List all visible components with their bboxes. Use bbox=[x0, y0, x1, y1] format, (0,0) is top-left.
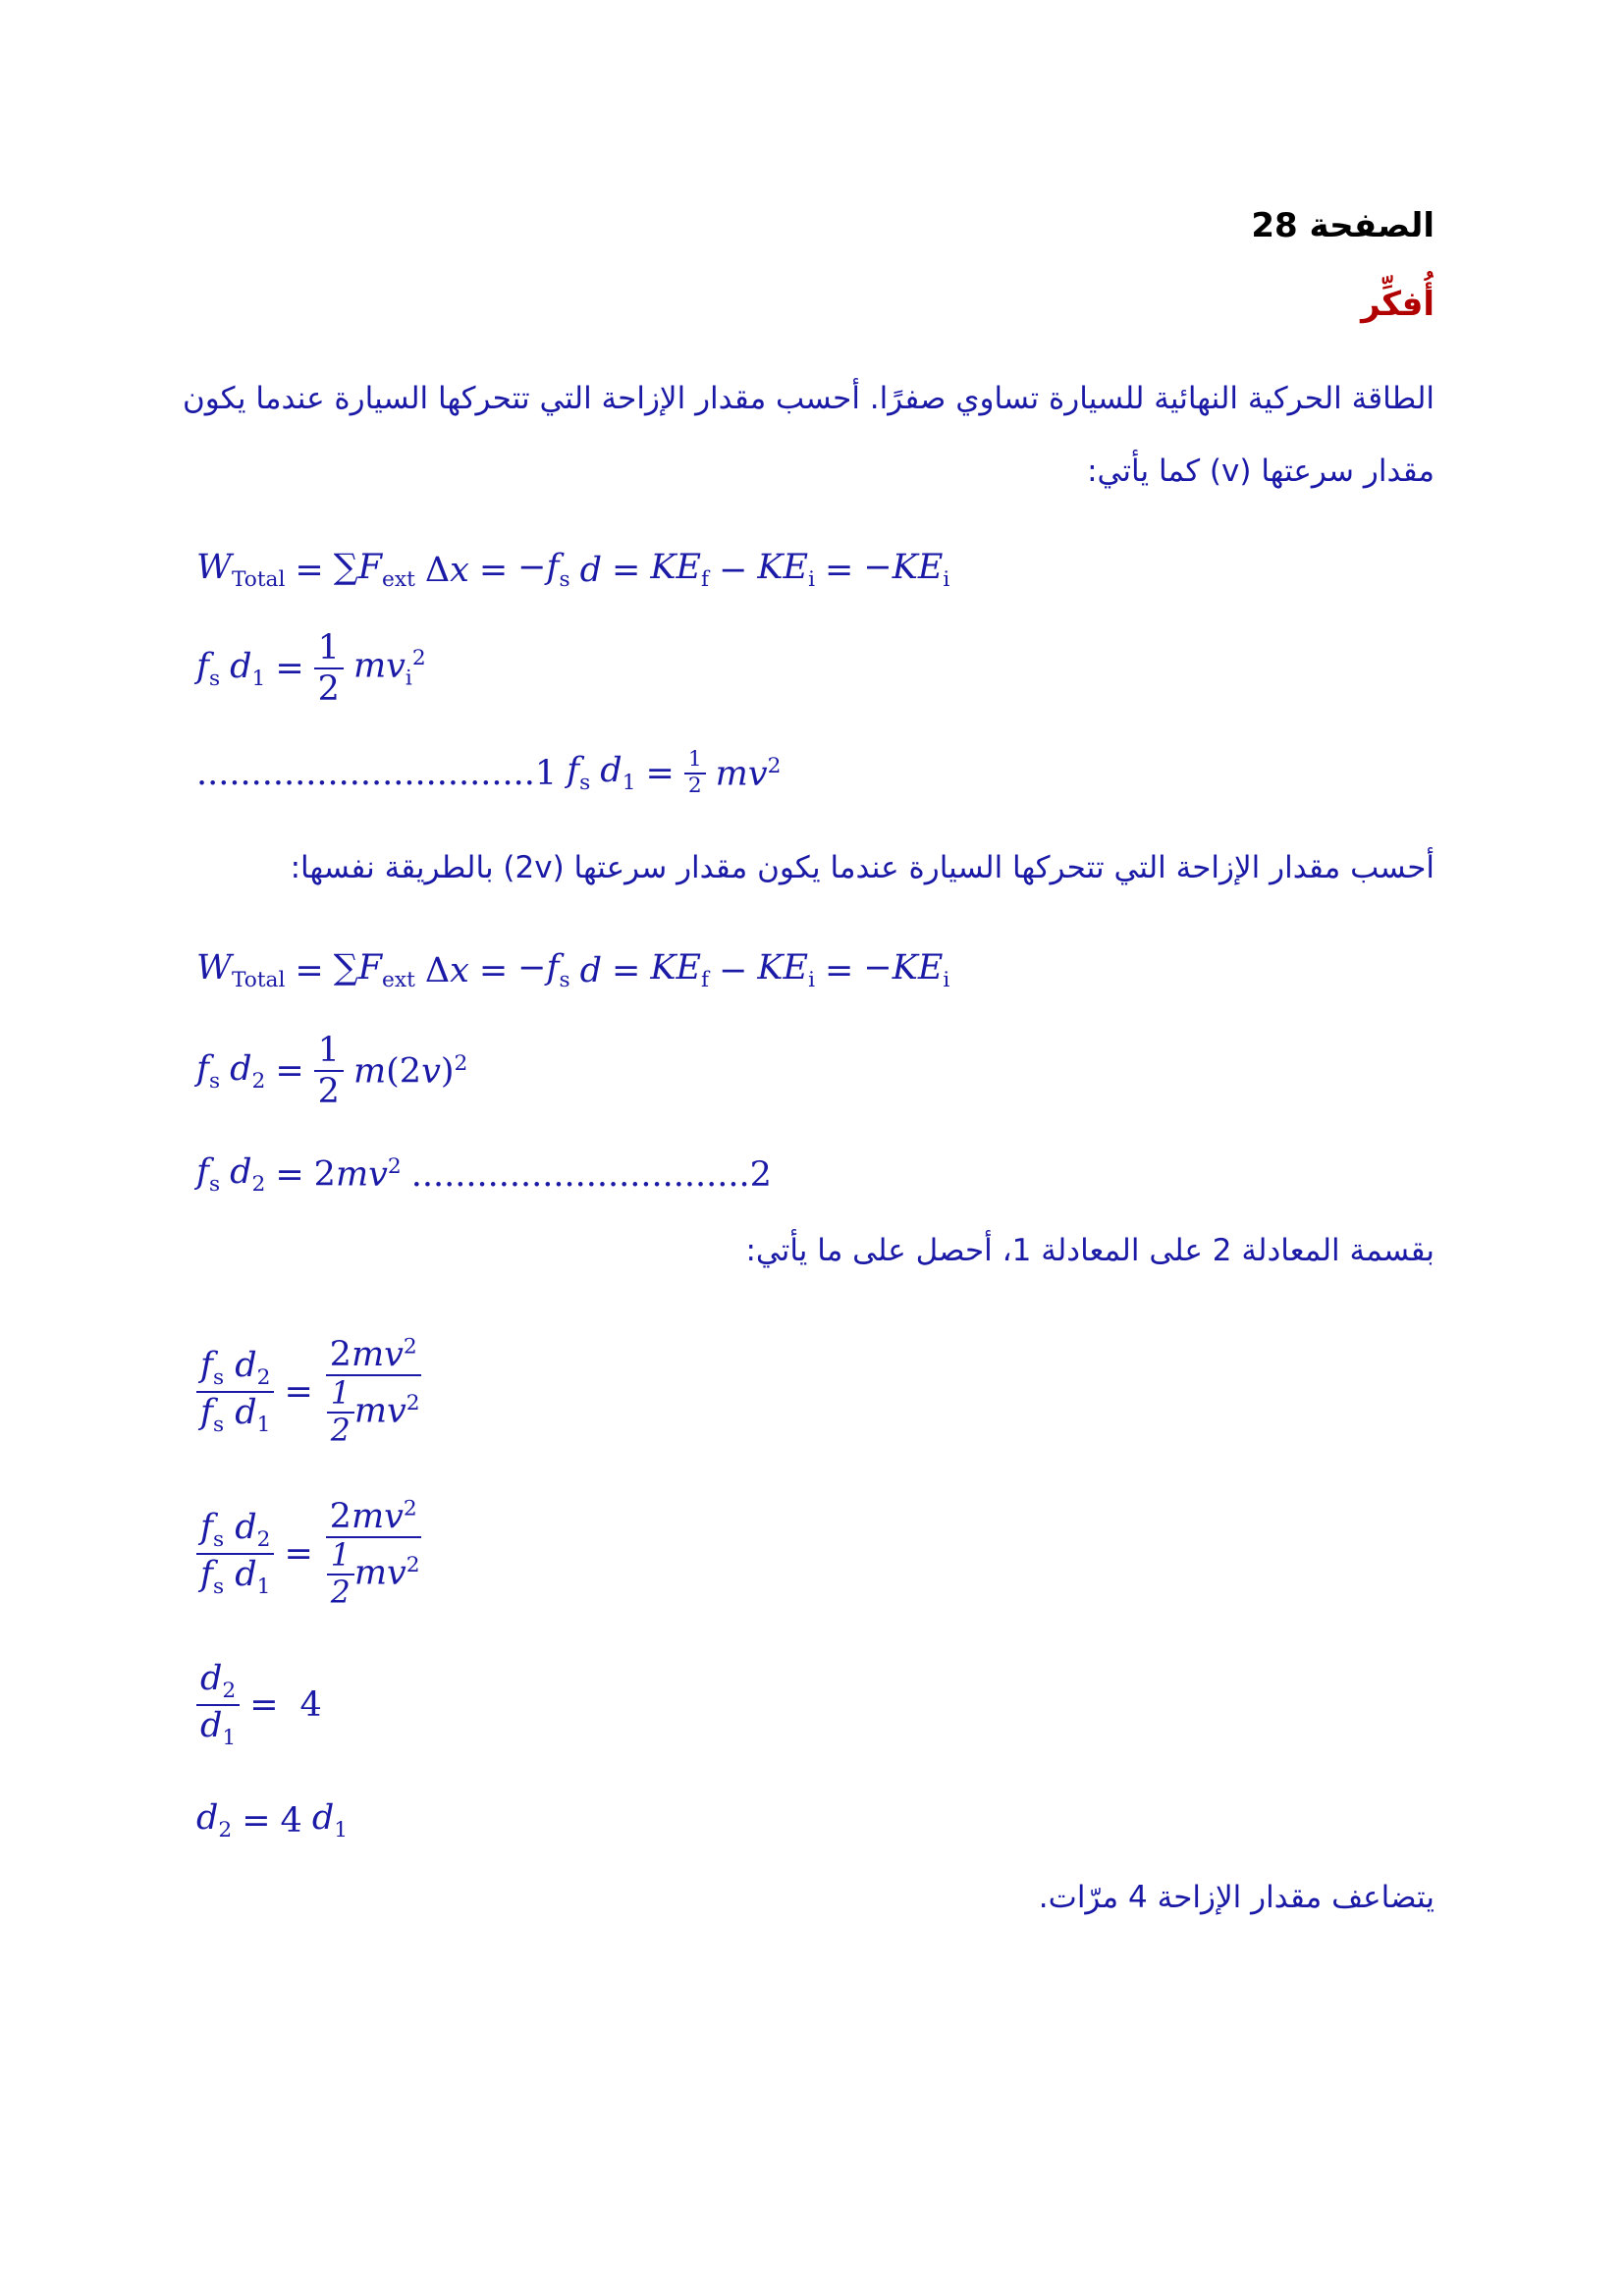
equation-2: $f_s$ $d_2$ = $2mv^2$ ...............................2 bbox=[196, 1152, 772, 1197]
ratio-equation-b: $\frac{f_s d_2}{f_s d_1}$ = $2mv^2$ $\frac{1}{2}$ $mv^2$ bbox=[196, 1497, 424, 1612]
ratio-value: 4 bbox=[299, 1684, 322, 1725]
displacement-equation-v: $f_s$ $d_1$ = $\frac{1}{2}$ $mv_i^2$ bbox=[196, 628, 426, 710]
intro-paragraph-line-1: الطاقة الحركية النهائية للسيارة تساوي صفرًا. أحسب مقدار الإزاحة التي تتحركها السيارة عندما يكون bbox=[183, 381, 1435, 416]
work-energy-equation-2: $W_{Total}$ = $\sum F_{ext}$ Δx = $-f_s$ d = $KE_f$ − $KE_i$ = $-KE_i$ bbox=[196, 948, 950, 992]
section-title: أُفكِّر bbox=[1361, 285, 1435, 324]
page-title: الصفحة 28 bbox=[1251, 206, 1435, 245]
equation-1: ...............................1 $f_s$ $d_1$ = $\frac{1}{2}$ $mv^2$ bbox=[196, 747, 782, 798]
displacement-equation-2v: $f_s$ $d_2$ = $\frac{1}{2}$ $m(2v)^2$ bbox=[196, 1031, 468, 1112]
final-equation: $d_2$ = 4 $d_1$ bbox=[196, 1798, 349, 1842]
ratio-result-equation: $\frac{d_2}{d_1}$ = 4 bbox=[196, 1659, 322, 1751]
dots-label-1: ...............................1 bbox=[196, 753, 558, 793]
second-case-paragraph: أحسب مقدار الإزاحة التي تتحركها السيارة عندما يكون مقدار سرعتها (2v) بالطريقة نفسها: bbox=[290, 850, 1435, 885]
ratio-equation-a: $\frac{f_s d_2}{f_s d_1}$ = $2mv^2$ $\frac{1}{2}$ $mv^2$ bbox=[196, 1335, 424, 1450]
intro-paragraph-line-2: مقدار سرعتها (v) كما يأتي: bbox=[1087, 454, 1435, 489]
final-coefficient: 4 bbox=[280, 1800, 302, 1841]
dots-label-2: ...............................2 bbox=[410, 1154, 772, 1195]
divide-paragraph: بقسمة المعادلة 2 على المعادلة 1، أحصل على ما يأتي: bbox=[745, 1233, 1435, 1268]
conclusion-paragraph: يتضاعف مقدار الإزاحة 4 مرّات. bbox=[1038, 1880, 1435, 1915]
work-energy-equation-1: $W_{Total}$ = $\sum F_{ext}$ Δx = $-f_s$ d = $KE_f$ − $KE_i$ = $-KE_i$ bbox=[196, 548, 950, 592]
